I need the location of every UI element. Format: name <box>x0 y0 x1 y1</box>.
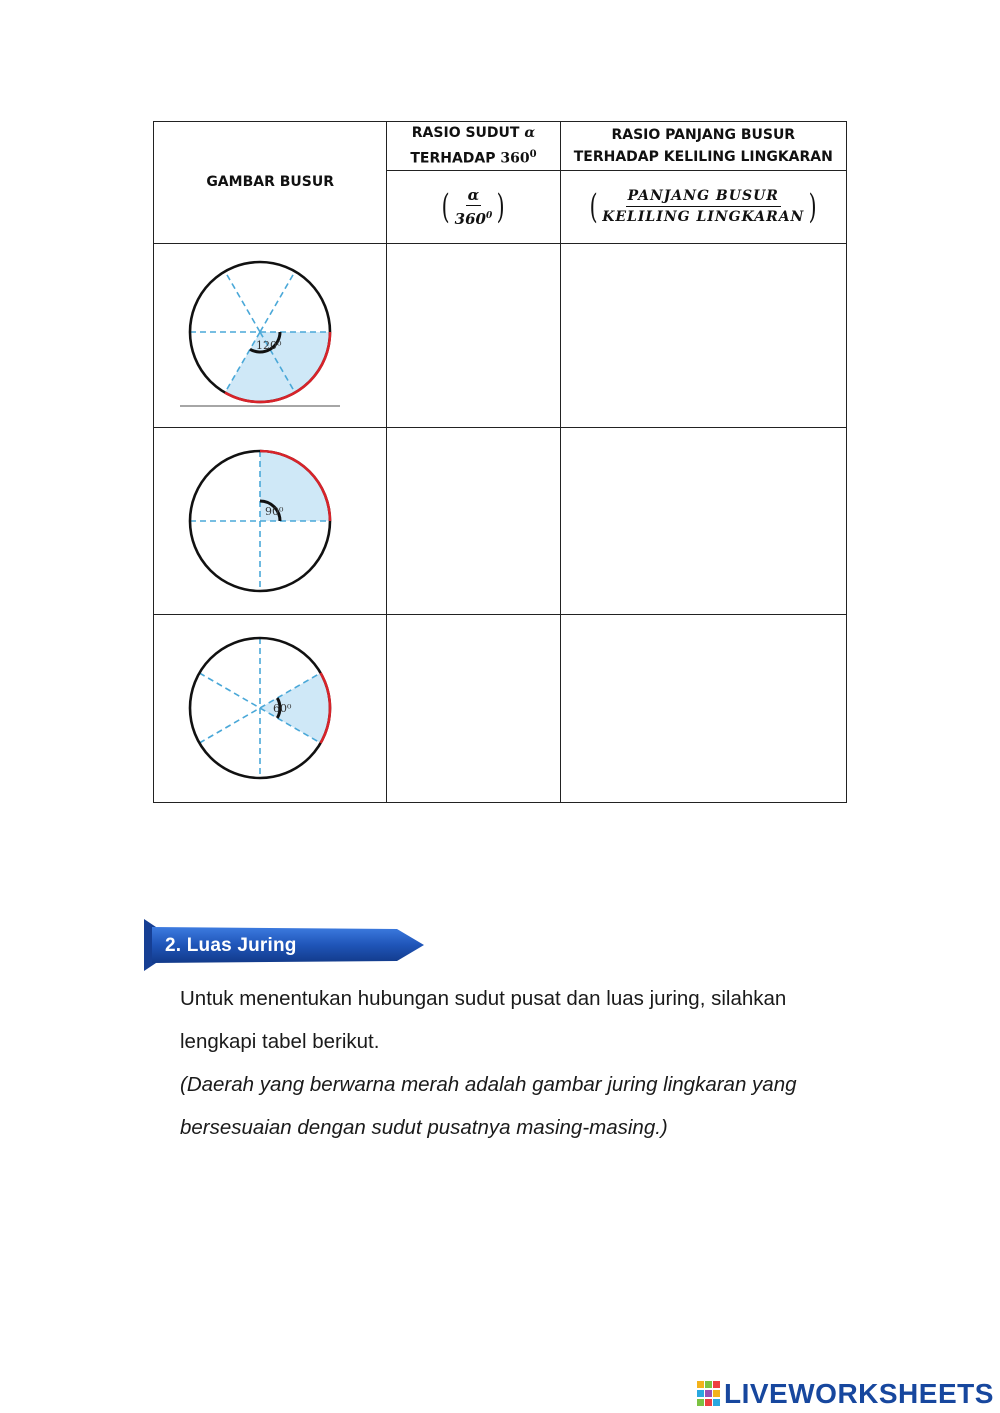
logo-blocks-icon <box>697 1381 721 1407</box>
header-rasio-panjang-busur: RASIO PANJANG BUSUR TERHADAP KELILING LINGKARAN <box>560 122 846 171</box>
input-arc-ratio-120[interactable] <box>560 243 846 427</box>
header-gambar-busur: GAMBAR BUSUR <box>154 122 387 244</box>
arc-figure-90 <box>154 427 387 614</box>
header-rasio-sudut: RASIO SUDUT α TERHADAP $360^0$ <box>387 122 560 171</box>
formula-angle-ratio: ( $\frac{\alpha}{360^0}$ ) <box>387 170 560 243</box>
angle-label-120: 120⁰ <box>256 339 282 353</box>
arc-figure-120 <box>154 243 387 427</box>
input-arc-ratio-60[interactable] <box>560 614 846 802</box>
arc-figure-60 <box>154 614 387 802</box>
note-line-1: (Daerah yang berwarna merah adalah gambar juring lingkaran yang <box>180 1073 797 1096</box>
paragraph-line-1: Untuk menentukan hubungan sudut pusat dan luas juring, silahkan <box>180 987 787 1010</box>
liveworksheets-logo <box>697 1377 994 1411</box>
section-title: 2. Luas Juring <box>165 935 297 956</box>
input-angle-ratio-120[interactable] <box>387 243 560 427</box>
input-angle-ratio-90[interactable] <box>387 427 560 614</box>
circle-120-diagram <box>180 255 360 415</box>
logo-text: LIVEWORKSHEETS <box>724 1378 994 1409</box>
input-arc-ratio-90[interactable] <box>560 427 846 614</box>
note-line-2: bersesuaian dengan sudut pusatnya masing-masing.) <box>180 1116 668 1139</box>
circle-90-diagram <box>180 441 360 601</box>
formula-arc-ratio: ( $\frac{\text{PANJANG BUSUR}}{\text{KELILING LINGKARAN}}$ ) <box>560 170 846 243</box>
paragraph-line-2: lengkapi tabel berikut. <box>180 1030 380 1053</box>
circle-60-diagram <box>180 628 360 788</box>
arc-ratio-table <box>153 121 847 803</box>
input-angle-ratio-60[interactable] <box>387 614 560 802</box>
angle-label-60: 60⁰ <box>273 702 292 716</box>
angle-label-90: 90⁰ <box>265 504 284 518</box>
